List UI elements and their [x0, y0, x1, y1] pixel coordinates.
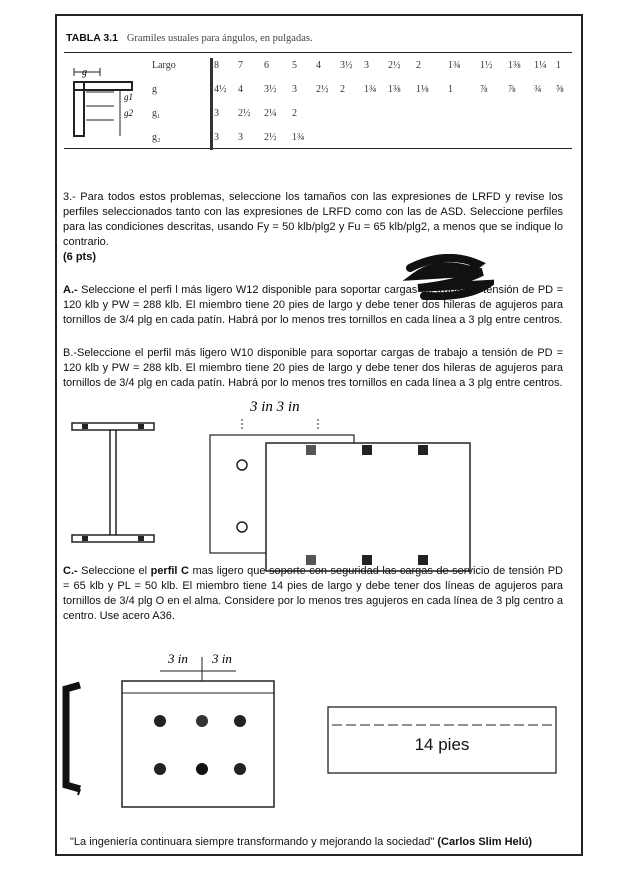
- table-header-cell: 1⅜: [508, 60, 521, 71]
- table-row-label: g₁: [152, 108, 161, 119]
- part-b-figures: [60, 395, 580, 575]
- table-cell: 2½: [238, 108, 251, 119]
- table-header-cell: 2: [416, 60, 421, 71]
- table-header-cell: 2½: [388, 60, 401, 71]
- table-cell: 3½: [264, 84, 277, 95]
- table-cell: 1⅛: [416, 84, 429, 95]
- table-cell: ⅞: [480, 84, 488, 95]
- table-header-cell: 8: [214, 60, 219, 71]
- table-rule-top: [64, 52, 572, 53]
- table-cell: 1: [448, 84, 453, 95]
- table-cell: 3: [214, 132, 219, 143]
- part-c-dim-2: 3 in: [212, 651, 232, 666]
- table-cell: 2¼: [264, 108, 277, 119]
- table-cell: 4: [238, 84, 243, 95]
- part-c-dim-1: 3 in: [168, 651, 188, 666]
- part-c-bold: perfil C: [150, 565, 189, 577]
- table-cell: ¾: [534, 84, 542, 95]
- table-cell: 1⅜: [388, 84, 401, 95]
- gage-label-g2: g2: [124, 108, 133, 118]
- table-cell: 2: [292, 108, 297, 119]
- part-c-text: mas ligero que soporte con seguridad las cargas de servicio de tensión PD = 65 klb y PL = 50 klb. El miembro tiene 14 pies de largo y debe tener dos líneas de agujeros para tornillos de 3/4 plg O en el alma. Considere por lo menos tres agujeros en cada línea de 3 plg centro a centro. Use acero A36.: [63, 565, 563, 622]
- table-header-cell: 5: [292, 60, 297, 71]
- table-header-cell: 1½: [480, 60, 493, 71]
- part-c-label: C.-: [63, 565, 78, 577]
- table-cell: 3: [292, 84, 297, 95]
- problem-3-points: (6 pts): [63, 251, 96, 263]
- part-a-label: A.-: [63, 284, 78, 296]
- quote-text: "La ingeniería continuara siempre transformando y mejorando la sociedad": [70, 836, 435, 848]
- gage-label-g1: g1: [124, 92, 133, 102]
- problem-3-text: 3.- Para todos estos problemas, seleccione los tamaños con las expresiones de LRFD y revise los perfiles seleccionados tanto con las expresiones de LRFD como con las de ASD. Seleccione perfiles para las condiciones descritas, usando Fy = 50 klb/plg2 y Fu = 65 klb/plg2, a menos que se indique lo contrario.: [63, 191, 563, 248]
- quote-author: (Carlos Slim Helú): [437, 836, 533, 848]
- part-b-text: B.-Seleccione el perfil más ligero W10 disponible para soportar cargas de trabajo a tensión de PD = 120 klb y PW = 288 klb. El miembro tiene 20 pies de largo y debe tener dos hileras de agujeros para tornillos de 3/4 plg en cada patín. Habrá por lo menos tres tornillos en cada línea a 3 plg entre centros.: [63, 347, 563, 389]
- c-channel-icon: [66, 685, 80, 795]
- table-cell: 4½: [214, 84, 227, 95]
- w-section-icon: [72, 423, 154, 542]
- table-header-cell: 4: [316, 60, 321, 71]
- footer-quote: [70, 836, 532, 848]
- redaction-scribble: [398, 254, 494, 300]
- table-row-label: g₂: [152, 132, 161, 143]
- table-cell: 2½: [316, 84, 329, 95]
- gage-label-g: g: [82, 67, 87, 78]
- length-label: 14 pies: [414, 735, 470, 754]
- table-header-label: Largo: [152, 60, 176, 71]
- table-header-cell: 3: [364, 60, 369, 71]
- table-divider: [210, 58, 213, 150]
- table-header-cell: 6: [264, 60, 269, 71]
- table-header-cell: 1¼: [534, 60, 547, 71]
- part-c-pre: Seleccione el: [77, 565, 151, 577]
- table-cell: 2½: [264, 132, 277, 143]
- table-cell: ⅝: [556, 84, 564, 95]
- part-b: [63, 346, 563, 391]
- table-label: TABLA 3.1: [66, 32, 118, 44]
- table-header-cell: 3½: [340, 60, 353, 71]
- table-row-label: g: [152, 84, 157, 95]
- table-cell: 1¾: [364, 84, 377, 95]
- table-title: [66, 32, 313, 44]
- angle-gage-diagram: [66, 62, 146, 144]
- table-cell: 1¾: [292, 132, 305, 143]
- table-header-cell: 1: [556, 60, 561, 71]
- table-cell: 2: [340, 84, 345, 95]
- table-caption: Gramiles usuales para ángulos, en pulgadas.: [126, 33, 313, 44]
- part-a-text: Seleccione el perfi l más ligero W12 disponible para soportar cargas de trabajo a tensión de PD = 120 klb y PW = 288 klb. El miembro tiene 20 pies de largo y debe tener dos hileras de agujeros para tornillos de 3/4 plg en cada patín. Habrá por lo menos tres tornillos en cada línea a 3 plg entre centros.: [63, 284, 563, 326]
- table-cell: ⅞: [508, 84, 516, 95]
- table-cell: 3: [214, 108, 219, 119]
- part-b-dim-label: 3 in 3 in: [250, 399, 300, 415]
- part-c-figures: [60, 645, 580, 815]
- table-header-cell: 1¾: [448, 60, 461, 71]
- table-cell: 3: [238, 132, 243, 143]
- part-c: [63, 564, 563, 624]
- table-header-cell: 7: [238, 60, 243, 71]
- table-rule-bottom: [64, 148, 572, 149]
